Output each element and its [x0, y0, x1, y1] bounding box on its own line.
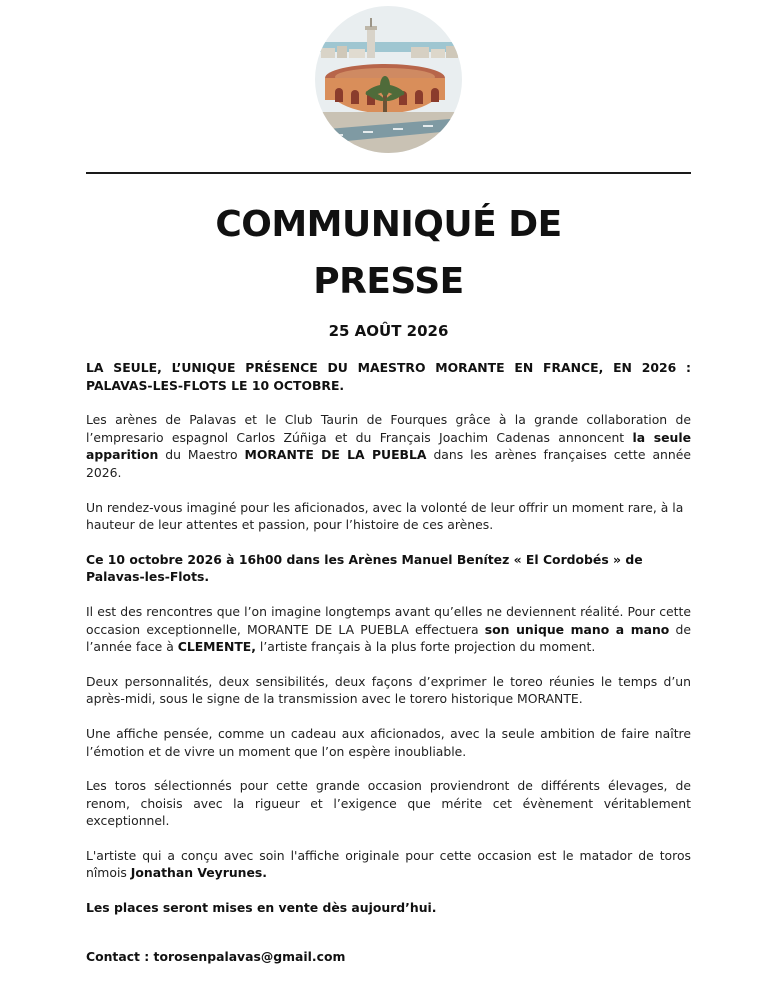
document-date: 25 AOÛT 2026: [328, 322, 449, 340]
event-details: Ce 10 octobre 2026 à 16h00 dans les Arènes Manuel Benítez « El Cordobés » de Palavas-les-Flots.: [86, 551, 643, 585]
headline: [86, 359, 691, 394]
logo: [315, 6, 462, 153]
paragraph-9: [86, 899, 691, 917]
paragraph-2: Un rendez-vous imaginé pour les aficionados, avec la volonté de leur offrir un moment rare, à la hauteur de leur attentes et passion, pour l’histoire de ces arènes.: [86, 499, 684, 533]
paragraph-4: [86, 603, 691, 656]
p4-text-e: l’artiste français à la plus forte projection du moment.: [255, 639, 596, 655]
title-line-1: COMMUNIQUÉ DE: [215, 204, 562, 245]
p1-bold-b: la seule apparition: [86, 429, 691, 463]
p4-text-a: Il est des rencontres que l’on imagine longtemps avant qu’elles ne deviennent réalité. Pour cette occasion exceptionnelle, MORANTE DE LA PUEBLA effectuera: [86, 603, 691, 637]
document-body: [86, 359, 691, 982]
paragraph-7: Les toros sélectionnés pour cette grande occasion proviendront de différents élevages, de renom, choisis avec la rigueur et l’exigence que mérite cet évènement véritablement exceptionnel.: [86, 778, 691, 829]
p4-bold-d: CLEMENTE,: [177, 639, 256, 655]
ticket-sale-notice: Les places seront mises en vente dès aujourd’hui.: [86, 900, 437, 916]
p1-text-a: Les arènes de Palavas et le Club Taurin de Fourques grâce à la grande collaboration de l’empresario espagnol Carlos Zúñiga et du Français Joachim Cadenas annoncent: [86, 412, 691, 445]
contact-text[interactable]: Contact : torosenpalavas@gmail.com: [86, 948, 346, 964]
arena-illustration-icon: [315, 6, 462, 153]
p1-text-e: dans les arènes françaises cette année 2026.: [86, 447, 691, 480]
title-line-2: PRESSE: [313, 261, 464, 302]
p4-text-c: de l’année face à: [86, 621, 691, 655]
paragraph-3: [86, 551, 691, 586]
paragraph-8: [86, 847, 691, 882]
headline-text: LA SEULE, L’UNIQUE PRÉSENCE DU MAESTRO MORANTE EN FRANCE, EN 2026 : PALAVAS-LES-FLOTS LE 10 OCTOBRE.: [86, 360, 691, 393]
page-title: [86, 196, 691, 310]
paragraph-1: [86, 411, 691, 481]
paragraph-6: Une affiche pensée, comme un cadeau aux aficionados, avec la seule ambition de faire naître l’émotion et de vivre un moment que l’on espère inoubliable.: [86, 725, 691, 759]
paragraph-5: Deux personnalités, deux sensibilités, deux façons d’exprimer le toreo réunies le temps d’un après-midi, sous le signe de la transmission avec le torero historique MORANTE.: [86, 673, 691, 707]
contact-line: [86, 948, 691, 966]
p1-text-c: du Maestro: [158, 447, 245, 463]
p1-bold-d: MORANTE DE LA PUEBLA: [244, 447, 427, 463]
p8-text-a: L'artiste qui a conçu avec soin l'affiche originale pour cette occasion est le matador de toros nîmois: [86, 847, 691, 881]
p4-bold-b: son unique mano a mano: [484, 621, 670, 637]
p8-bold-b: Jonathan Veyrunes.: [130, 865, 267, 881]
header-divider: [86, 172, 691, 174]
